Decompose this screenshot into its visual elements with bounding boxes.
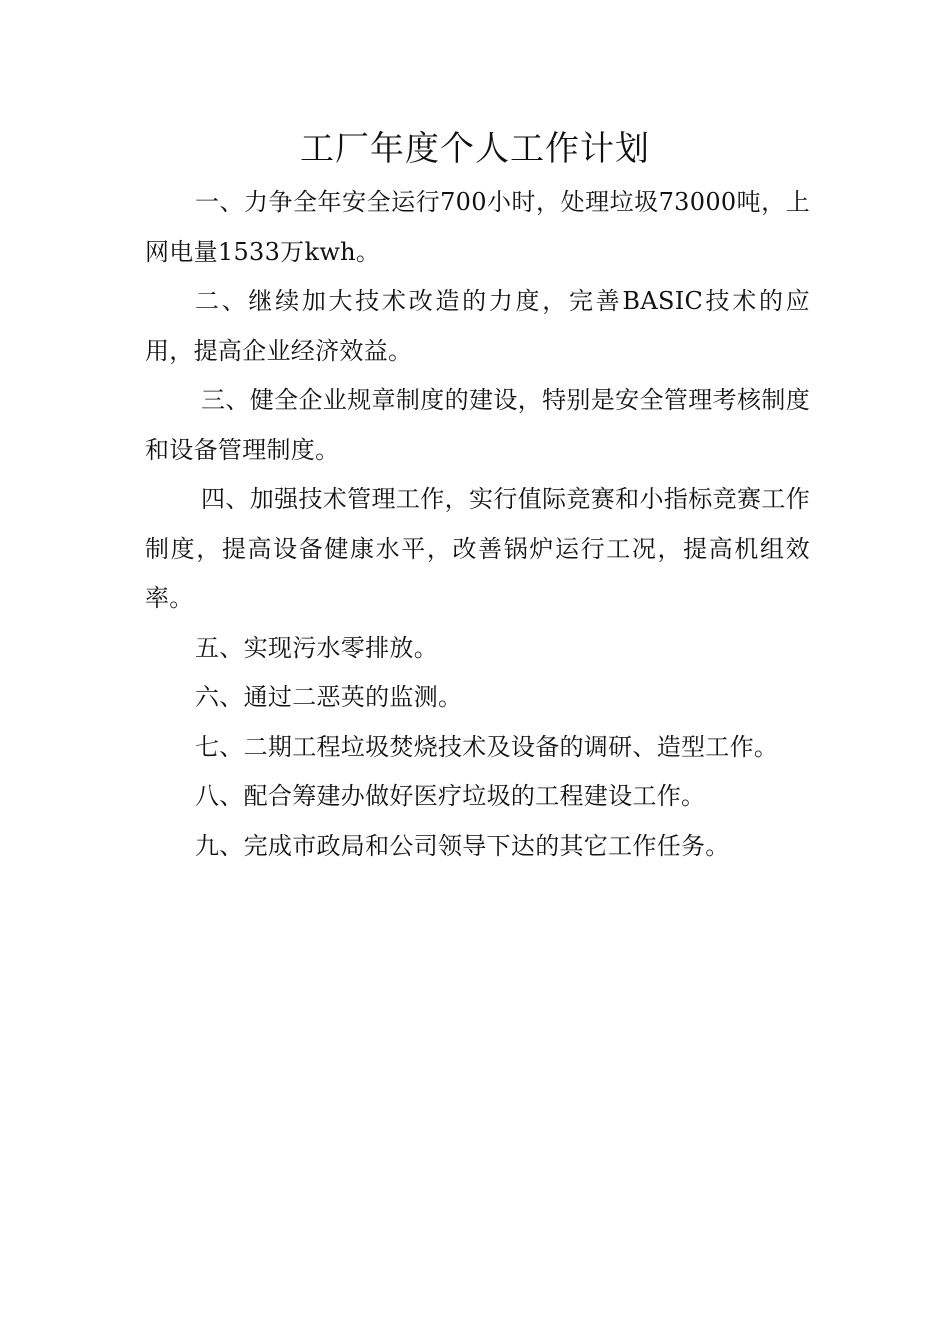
plan-item-1: 一、力争全年安全运行700小时，处理垃圾73000吨，上网电量1533万kwh。 xyxy=(145,188,810,266)
plan-item-2: 二、继续加大技术改造的力度，完善BASIC技术的应用，提高企业经济效益。 xyxy=(145,287,810,365)
plan-item-9: 九、完成市政局和公司领导下达的其它工作任务。 xyxy=(195,831,730,860)
plan-item-8: 八、配合筹建办做好医疗垃圾的工程建设工作。 xyxy=(195,782,706,810)
plan-item-5: 五、实现污水零排放。 xyxy=(195,633,438,662)
document-body xyxy=(145,178,810,871)
plan-item-6: 六、通过二恶英的监测。 xyxy=(195,683,463,711)
plan-item-4: 四、加强技术管理工作，实行值际竞赛和小指标竞赛工作制度，提高设备健康水平，改善锅炉运行工况，提高机组效率。 xyxy=(145,485,810,612)
document-title: 工厂年度个人工作计划 xyxy=(300,129,650,169)
plan-item-7: 七、二期工程垃圾焚烧技术及设备的调研、造型工作。 xyxy=(195,732,779,761)
plan-item-3: 三、健全企业规章制度的建设，特别是安全管理考核制度和设备管理制度。 xyxy=(145,386,810,464)
